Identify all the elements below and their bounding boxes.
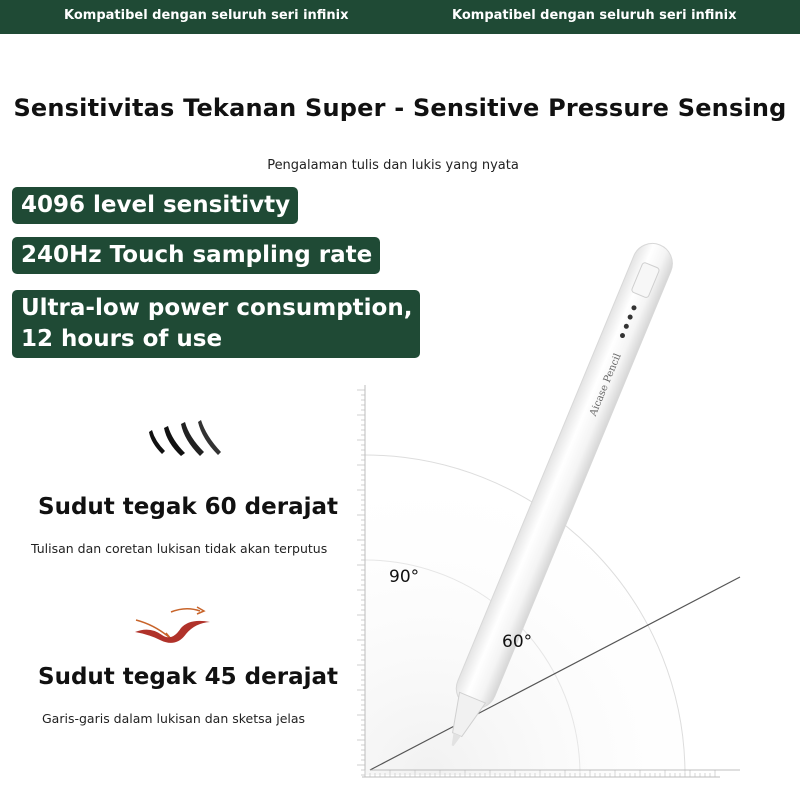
section-description-45: Garis-garis dalam lukisan dan sketsa jelas [42,711,306,726]
feature-label: Ultra-low power consumption, [21,295,413,321]
angle-label-60: 60° [502,632,533,652]
compat-text-left: Kompatibel dengan seluruh seri infinix [64,8,349,23]
angle-label-90: 90° [389,567,420,587]
page-subtitle: Pengalaman tulis dan lukis yang nyata [267,158,519,173]
vertical-ruler [357,390,365,775]
feature-label: 4096 level sensitivty [21,192,291,218]
feature-label-line2: 12 hours of use [21,326,223,352]
section-description-60: Tulisan dan coretan lukisan tidak akan terputus [31,541,328,556]
feature-label: 240Hz Touch sampling rate [21,242,373,268]
section-heading-60: Sudut tegak 60 derajat [38,494,338,520]
section-heading-45: Sudut tegak 45 derajat [38,664,338,690]
red-strokes-icon [135,607,210,643]
pen-brand-text: Aicase Pencil [587,351,624,418]
page-title: Sensitivitas Tekanan Super - Sensitive Pressure Sensing [13,94,787,122]
compat-text-right: Kompatibel dengan seluruh seri infinix [452,8,737,23]
brush-strokes-icon [149,420,221,456]
